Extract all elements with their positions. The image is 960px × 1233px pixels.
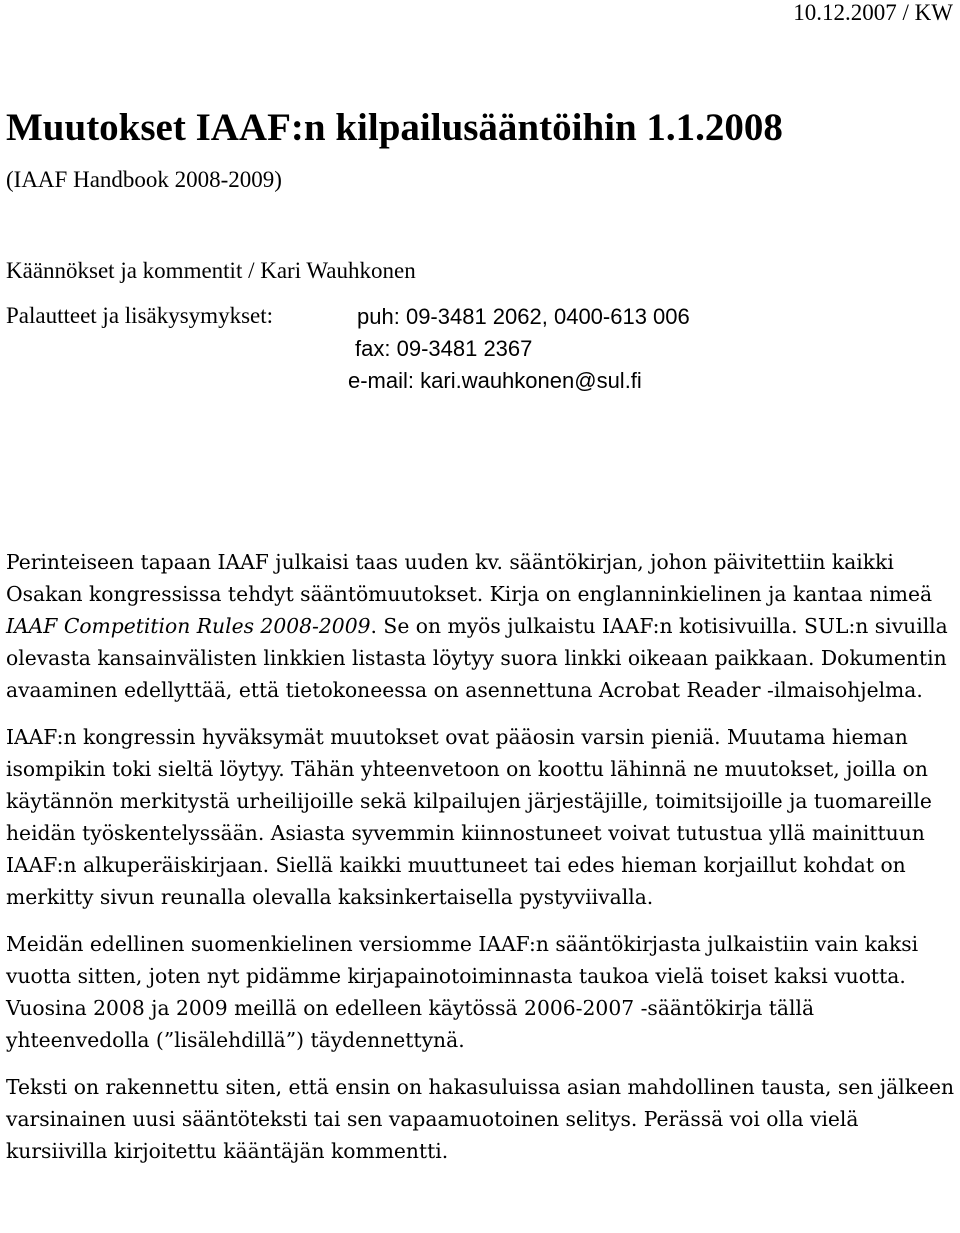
paragraph-intro-end: . Se on myös julkaistu IAAF:n kotisivuilla. SUL:n sivuilla olevasta kansainvälisten linkkien listasta löytyy suora linkki oikeaan paikkaan. Dokumentin avaaminen edellyttää, että tietokoneessa on asennettuna Acrobat Reader -ilmaisohjelma. <box>6 614 948 702</box>
fax-label: fax: <box>355 336 391 361</box>
contact-email <box>348 368 642 394</box>
body-text <box>6 546 958 1182</box>
date-author-stamp: 10.12.2007 / KW <box>793 0 953 25</box>
fax-value: 09-3481 2367 <box>396 336 533 361</box>
phone-value: 09-3481 2062, 0400-613 006 <box>405 304 690 329</box>
document-title: Muutokset IAAF:n kilpailusääntöihin 1.1.2008 <box>6 106 783 149</box>
email-label: e-mail: <box>348 368 415 393</box>
paragraph-structure: Teksti on rakennettu siten, että ensin on hakasuluissa asian mahdollinen tausta, sen jälkeen varsinainen uusi sääntöteksti tai sen vapaamuotoinen selitys. Perässä voi olla vielä kursiivilla kirjoitettu kääntäjän kommentti. <box>6 1075 955 1163</box>
book-title-italic: IAAF Competition Rules 2008-2009 <box>6 614 371 638</box>
phone-label: puh: <box>357 304 400 329</box>
contact-phone <box>357 304 690 330</box>
paragraph-previous-version: Meidän edellinen suomenkielinen versiomme IAAF:n sääntökirjasta julkaistiin vain kaksi vuotta sitten, joten nyt pidämme kirjapainotoiminnasta taukoa vielä toiset kaksi vuotta. Vuosina 2008 ja 2009 meillä on edelleen käytössä 2006-2007 -sääntökirja tällä yhteenvedolla (”lisälehdillä”) täydennettynä. <box>6 932 919 1052</box>
document-subtitle: (IAAF Handbook 2008-2009) <box>6 167 282 192</box>
paragraph-intro <box>6 546 958 706</box>
feedback-label: Palautteet ja lisäkysymykset: <box>6 303 274 328</box>
paragraph-intro-start: Perinteiseen tapaan IAAF julkaisi taas uuden kv. sääntökirjan, johon päivitettiin kaikki Osakan kongressissa tehdyt sääntömuutokset. Kirja on englanninkielinen ja kantaa nimeä <box>6 550 933 606</box>
paragraph-changes: IAAF:n kongressin hyväksymät muutokset ovat pääosin varsin pieniä. Muutama hieman isompikin toki sieltä löytyy. Tähän yhteenvetoon on koottu lähinnä ne muutokset, joilla on käytännön merkitystä urheilijoille sekä kilpailujen järjestäjille, toimitsijoille ja tuomareille heidän työskentelyssään. Asiasta syvemmin kiinnostuneet voivat tutustua yllä mainittuun IAAF:n alkuperäiskirjaan. Siellä kaikki muuttuneet tai edes hieman korjaillut kohdat on merkitty sivun reunalla olevalla kaksinkertaisella pystyviivalla. <box>6 725 932 909</box>
translator-credit: Käännökset ja kommentit / Kari Wauhkonen <box>6 258 416 283</box>
email-link[interactable]: kari.wauhkonen@sul.fi <box>420 368 642 393</box>
contact-fax <box>355 336 532 362</box>
